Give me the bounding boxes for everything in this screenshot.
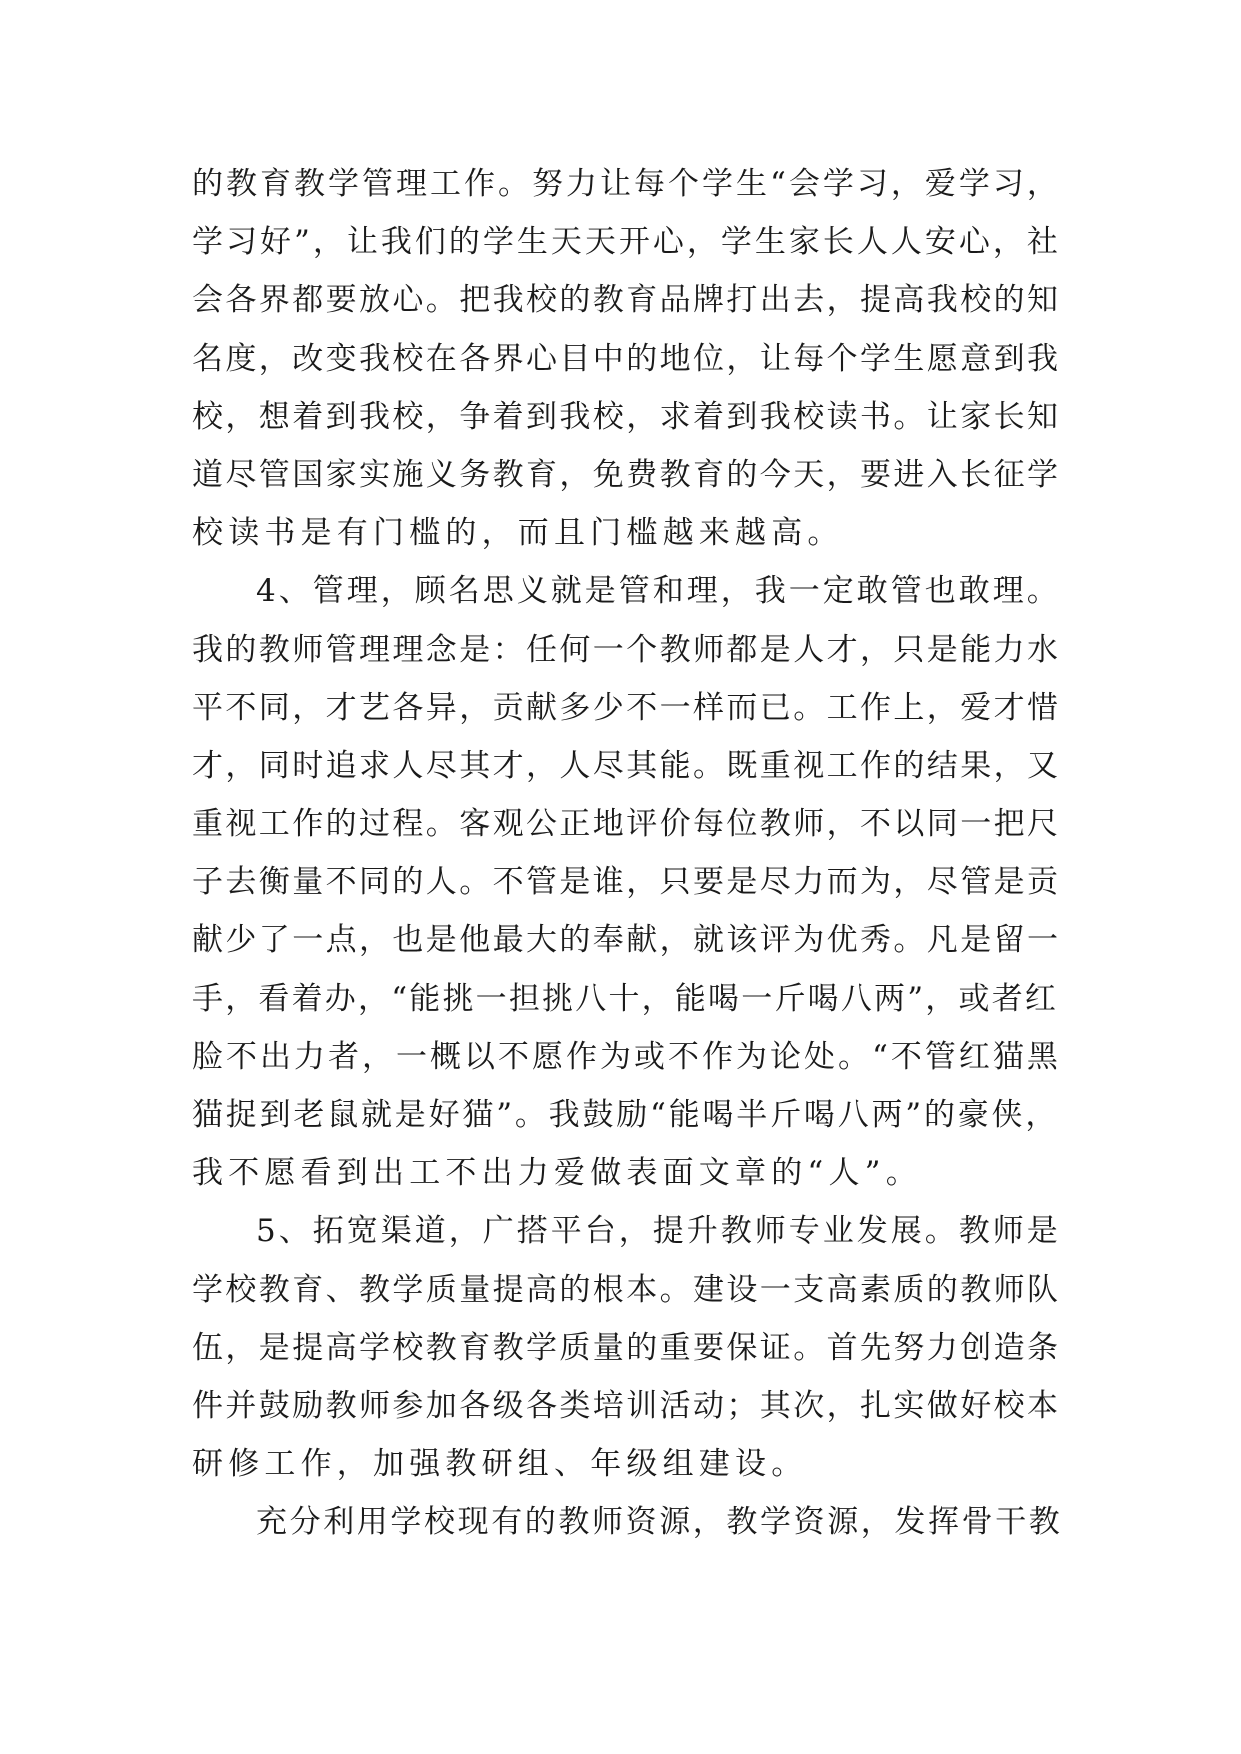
- paragraph-start-line: 4、管理，顾名思义就是管和理，我一定敢管也敢理。: [256, 573, 1061, 610]
- text-line: 伍，是提高学校教育教学质量的重要保证。首先努力创造条: [192, 1329, 1061, 1366]
- text-line: 子去衡量不同的人。不管是谁，只要是尽力而为，尽管是贡: [192, 864, 1061, 901]
- text-line: 研修工作，加强教研组、年级组建设。: [192, 1446, 808, 1483]
- text-line: 校读书是有门槛的，而且门槛越来越高。: [192, 515, 844, 552]
- text-line: 学校教育、教学质量提高的根本。建设一支高素质的教师队: [192, 1271, 1061, 1308]
- text-line: 会各界都要放心。把我校的教育品牌打出去，提高我校的知: [192, 282, 1061, 319]
- paragraph-start-line: 5、拓宽渠道，广搭平台，提升教师专业发展。教师是: [256, 1213, 1061, 1250]
- text-line: 名度，改变我校在各界心目中的地位，让每个学生愿意到我: [192, 340, 1061, 377]
- text-line: 猫捉到老鼠就是好猫”。我鼓励“能喝半斤喝八两”的豪侠，: [192, 1097, 1060, 1133]
- text-line: 献少了一点，也是他最大的奉献，就该评为优秀。凡是留一: [192, 922, 1061, 959]
- text-line: 校，想着到我校，争着到我校，求着到我校读书。让家长知: [192, 398, 1061, 435]
- text-line: 才，同时追求人尽其才，人尽其能。既重视工作的结果，又: [192, 747, 1061, 784]
- text-line: 平不同，才艺各异，贡献多少不一样而已。工作上，爱才惜: [192, 689, 1061, 726]
- text-line: 我不愿看到出工不出力爱做表面文章的“人”。: [192, 1155, 922, 1192]
- paragraph-start-line: 充分利用学校现有的教师资源，教学资源，发挥骨干教: [256, 1504, 1063, 1541]
- text-line: 手，看着办，“能挑一担挑八十，能喝一斤喝八两”，或者红: [192, 980, 1059, 1017]
- text-line: 脸不出力者，一概以不愿作为或不作为论处。“不管红猫黑: [192, 1038, 1061, 1075]
- text-line: 我的教师管理理念是：任何一个教师都是人才，只是能力水: [192, 631, 1061, 668]
- document-body: [192, 155, 1062, 1552]
- text-line: 的教育教学管理工作。努力让每个学生“会学习，爱学习，: [192, 166, 1061, 202]
- text-line: 重视工作的过程。客观公正地评价每位教师，不以同一把尺: [192, 806, 1061, 843]
- text-line: 学习好”，让我们的学生天天开心，学生家长人人安心，社: [192, 224, 1061, 261]
- text-line: 件并鼓励教师参加各级各类培训活动；其次，扎实做好校本: [192, 1387, 1061, 1424]
- text-line: 道尽管国家实施义务教育，免费教育的今天，要进入长征学: [192, 456, 1061, 493]
